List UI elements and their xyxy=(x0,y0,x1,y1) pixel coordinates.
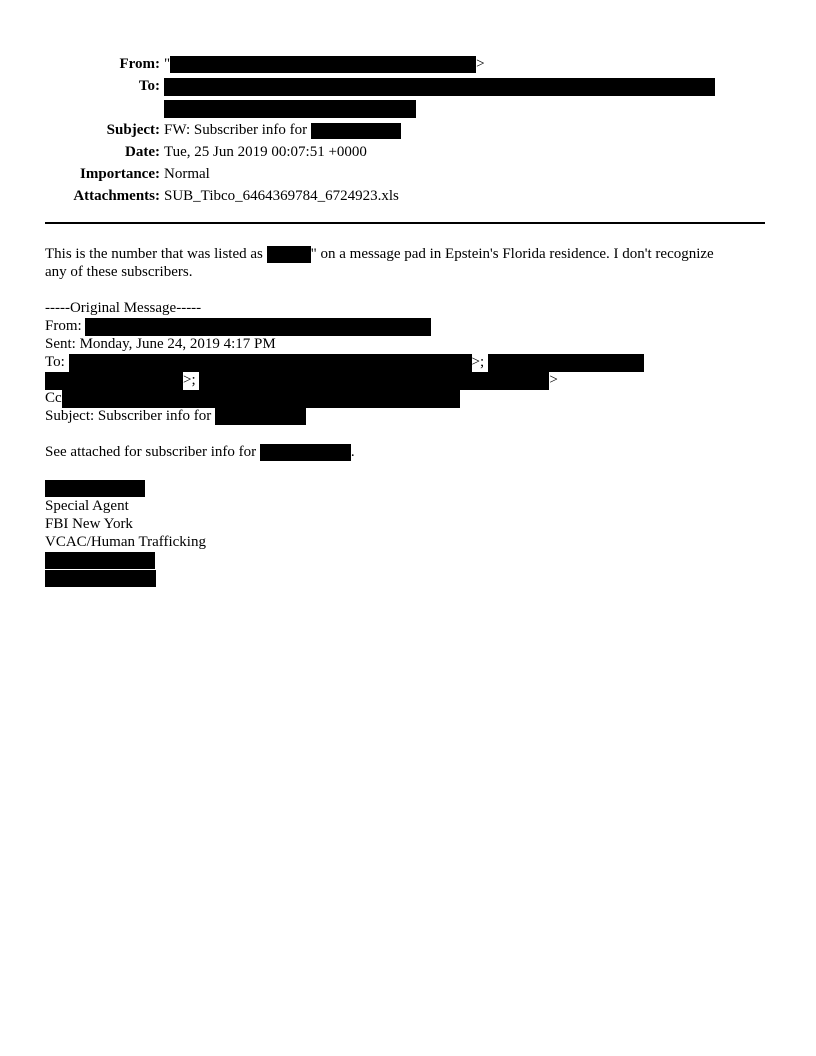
header-importance-row xyxy=(0,163,816,185)
header-to-row xyxy=(0,75,816,97)
header-divider xyxy=(45,222,765,224)
date-label: Date: xyxy=(125,144,160,160)
message-text-a: This is the number that was listed as xyxy=(45,246,263,262)
redaction-block xyxy=(45,372,183,390)
signature-name-line xyxy=(45,479,765,497)
original-to-continuation xyxy=(45,371,765,389)
redaction-block xyxy=(45,570,156,587)
header-attachments-row xyxy=(0,185,816,207)
message-line-2: any of these subscribers. xyxy=(45,264,193,280)
signature-office: FBI New York xyxy=(45,516,133,532)
from-quote: " xyxy=(164,56,171,72)
redaction-block xyxy=(164,78,715,96)
redaction-block xyxy=(267,246,311,263)
attachments-label: Attachments: xyxy=(73,188,160,204)
email-header xyxy=(0,53,816,207)
original-from-label: From: xyxy=(45,318,82,334)
original-subject-text: Subject: Subscriber info for xyxy=(45,408,212,424)
header-subject-row xyxy=(0,119,816,141)
attachments-value[interactable]: SUB_Tibco_6464369784_6724923.xls xyxy=(164,188,399,204)
to-bracket: > xyxy=(549,372,558,388)
to-label: To: xyxy=(138,78,160,94)
redaction-block xyxy=(260,444,351,461)
original-sent-line: Sent: Monday, June 24, 2019 4:17 PM xyxy=(45,336,276,352)
header-to-continuation xyxy=(0,97,816,119)
to-value xyxy=(164,75,715,97)
redaction-block xyxy=(215,408,306,425)
subject-label: Subject: xyxy=(106,122,160,138)
original-body-text: See attached for subscriber info for xyxy=(45,444,257,460)
signature-redacted-line-1 xyxy=(45,551,765,569)
redaction-block xyxy=(69,354,472,372)
redaction-block xyxy=(62,390,460,408)
original-subject-line xyxy=(45,407,765,425)
importance-label: Importance: xyxy=(80,166,160,182)
original-body-period: . xyxy=(350,444,355,460)
redaction-block xyxy=(199,372,549,390)
redaction-block xyxy=(170,56,476,73)
original-message-separator: -----Original Message----- xyxy=(45,300,202,316)
redaction-block xyxy=(45,552,155,569)
original-to-label: To: xyxy=(45,354,65,370)
original-to-line xyxy=(45,353,765,371)
redaction-block xyxy=(85,318,431,336)
message-line-1 xyxy=(45,245,765,263)
original-cc-label: Cc xyxy=(45,390,62,406)
from-value xyxy=(164,53,485,75)
to-value-continued xyxy=(164,97,416,119)
subject-value xyxy=(164,119,401,141)
redaction-block xyxy=(45,480,145,497)
header-date-row xyxy=(0,141,816,163)
from-label: From: xyxy=(119,56,160,72)
redaction-block xyxy=(164,100,416,118)
signature-title: Special Agent xyxy=(45,498,129,514)
email-body xyxy=(45,245,765,587)
message-text-b: " on a message pad in Epstein's Florida residence. I don't recognize xyxy=(310,246,714,262)
header-from-row xyxy=(0,53,816,75)
signature-redacted-line-2 xyxy=(45,569,765,587)
importance-value: Normal xyxy=(164,166,210,182)
to-separator: >; xyxy=(471,354,485,370)
redaction-block xyxy=(488,354,644,372)
subject-text: FW: Subscriber info for xyxy=(164,122,308,138)
original-from-line xyxy=(45,317,765,335)
signature-unit: VCAC/Human Trafficking xyxy=(45,534,206,550)
original-body-line xyxy=(45,443,765,461)
date-value: Tue, 25 Jun 2019 00:07:51 +0000 xyxy=(164,144,367,160)
to-separator: >; xyxy=(183,372,196,388)
redaction-block xyxy=(311,123,401,139)
original-cc-line xyxy=(45,389,765,407)
from-bracket: > xyxy=(476,56,485,72)
